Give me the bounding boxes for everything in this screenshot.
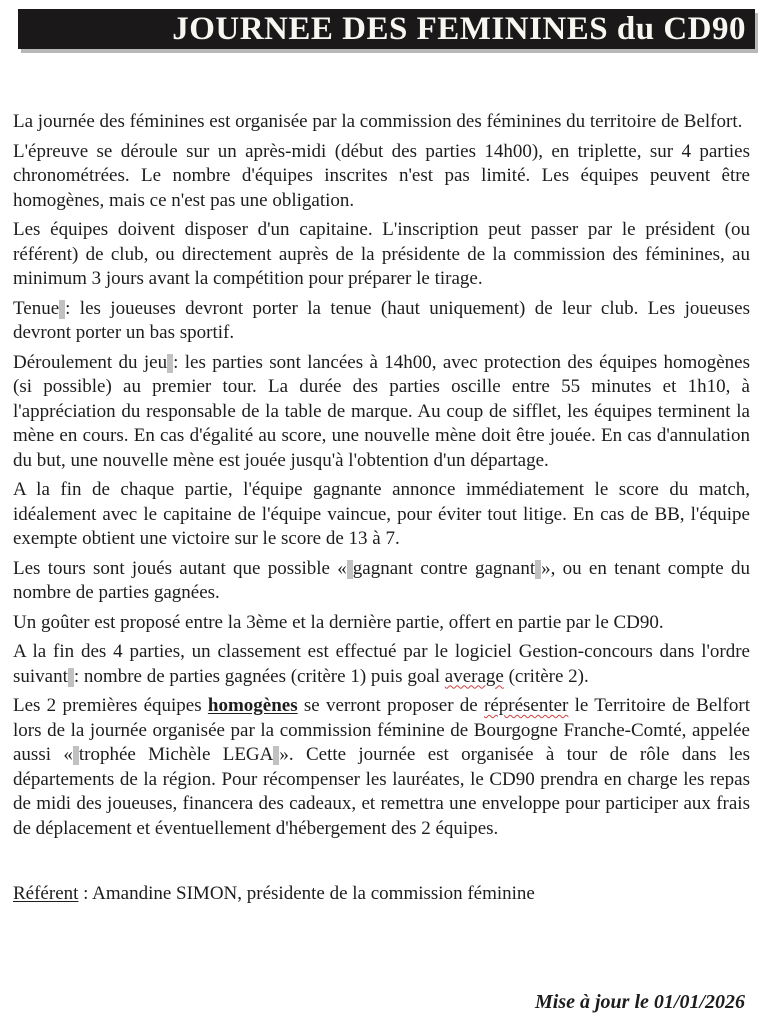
text-run: La journée des féminines est organisée par la commission des féminines du territoire de Belfort. [13, 111, 743, 132]
text-run: Un goûter est proposé entre la 3ème et la dernière partie, offert en partie par le CD90. [13, 611, 664, 633]
paragraph [13, 297, 750, 346]
paragraph [13, 140, 750, 214]
text-run: Déroulement du jeu [13, 351, 168, 373]
referent-line [13, 882, 750, 907]
underlined-word: Référent [13, 883, 79, 904]
paragraph [13, 557, 750, 606]
paragraph [13, 218, 750, 292]
text-run: ». Cette journée est organisée à tour de rôle dans les départements de la région. Pour récompenser les lauréates, le CD90 prendra en charge les repas de midi des joueuses, financera des cadeaux, et remettra une enveloppe pour participer aux frais de déplacement et éventuellement d'hébergement des 2 équipes. [13, 744, 751, 839]
text-run: (critère 2). [503, 665, 589, 687]
text-run: », ou en tenant compte du nombre de parties gagnées. [13, 557, 750, 603]
paragraph [13, 694, 750, 841]
misspelled-word: réprésenter [484, 695, 569, 716]
text-run: gagnant contre gagnant [352, 557, 536, 579]
paragraph [13, 611, 750, 636]
paragraph [13, 640, 750, 689]
text-run: le Territoire de Belfort lors de la journée organisée par la commission féminine de Bourgogne Franche-Comté, appelée aussi « [13, 695, 750, 765]
text-run: Les équipes doivent disposer d'un capitaine. L'inscription peut passer par le président (ou référent) de club, ou directement auprès de la présidente de la commission des féminines, au minimum 3 jours avant la compétition pour préparer le tirage. [13, 219, 750, 289]
text-run: : Amandine SIMON, présidente de la commission féminine [78, 883, 535, 904]
text-run: A la fin de chaque partie, l'équipe gagnante annonce immédiatement le score du match, idéalement avec le capitaine de l'équipe vaincue, pour éviter tout litige. En cas de BB, l'équipe exempte obtient une victoire sur le score de 13 à 7. [13, 479, 750, 549]
title-bar [18, 9, 755, 49]
text-run: : les parties sont lancées à 14h00, avec protection des équipes homogènes (si possible) au premier tour. La durée des parties oscille entre 55 minutes et 1h10, à l'appréciation du responsable de la table de marque. Au coup de sifflet, les équipes terminent la mène en cours. En cas d'égalité au score, une nouvelle mène doit être jouée. En cas d'annulation du but, une nouvelle mène est jouée jusqu'à l'obtention d'un départage. [13, 351, 750, 471]
paragraph [13, 351, 750, 474]
text-run: Les 2 premières équipes [13, 695, 208, 716]
text-run: Les tours sont joués autant que possible « [13, 557, 347, 579]
updated-date-note: Mise à jour le 01/01/2026 [534, 991, 745, 1013]
text-run: L'épreuve se déroule sur un après-midi (début des parties 14h00), en triplette, sur 4 parties chronométrées. Le nombre d'équipes inscrites n'est pas limité. Les équipes peuvent être homogènes, mais ce n'est pas une obligation. [13, 140, 750, 211]
text-run: trophée Michèle LEGA [78, 744, 274, 765]
text-run: A la fin des 4 parties, un classement est effectué par le logiciel Gestion-concours dans l'ordre suivant [13, 641, 750, 687]
paragraph [13, 478, 750, 552]
paragraph [13, 110, 750, 135]
misspelled-word: average [444, 665, 504, 687]
text-run: Tenue [13, 297, 60, 319]
page-title: JOURNEE DES FEMININES du CD90 [172, 11, 746, 47]
text-run: : nombre de parties gagnées (critère 1) puis goal [73, 665, 445, 687]
bold-underlined-word: homogènes [207, 695, 298, 716]
document-body [13, 110, 750, 912]
text-run: : les joueuses devront porter la tenue (haut uniquement) de leur club. Les joueuses devront porter un bas sportif. [13, 297, 750, 343]
text-run: se verront proposer de [297, 695, 484, 716]
